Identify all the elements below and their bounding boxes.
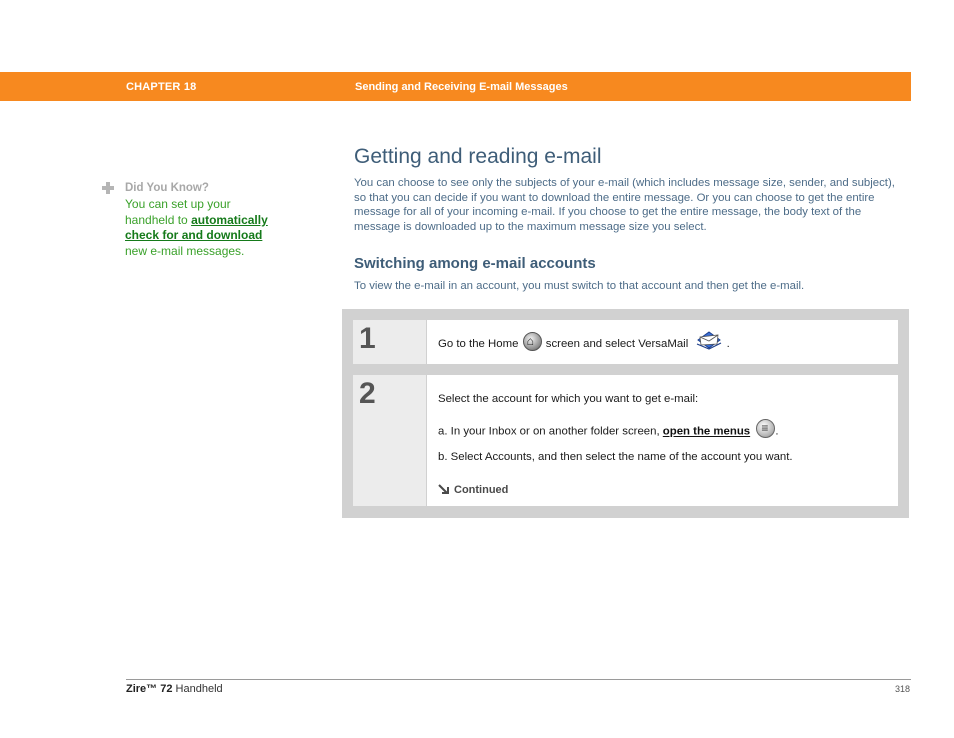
chapter-title: Sending and Receiving E-mail Messages (355, 81, 568, 93)
step-1-body (427, 320, 898, 364)
continued-label: Continued (454, 484, 509, 496)
footer-product-suffix: Handheld (175, 683, 223, 695)
section-text: To view the e-mail in an account, you must switch to that account and then get the e-mail. (354, 280, 805, 292)
step-2-item-b: b. Select Accounts, and then select the name of the account you want. (438, 451, 793, 463)
menu-icon (756, 419, 775, 438)
open-menus-link[interactable]: open the menus (662, 425, 751, 438)
footer-product-name: Zire™ 72 (126, 683, 173, 695)
page-number: 318 (894, 684, 910, 694)
chapter-header-bar (0, 72, 911, 101)
step-1-line (438, 334, 730, 354)
tip-heading: Did You Know? (125, 182, 209, 194)
footer-divider (126, 679, 911, 680)
arrow-down-right-icon (438, 483, 450, 495)
step-2-body (427, 375, 898, 506)
page-title: Getting and reading e-mail (354, 145, 602, 168)
section-heading: Switching among e-mail accounts (354, 255, 596, 272)
step-2-item-a (438, 422, 778, 441)
steps-box (342, 309, 909, 518)
tip-text-1: You can set up your handheld to (125, 196, 231, 227)
step-2-item-a-prefix: a. In your Inbox or on another folder screen, (438, 425, 660, 438)
step-1-text-middle: screen and select VersaMail (545, 338, 689, 351)
tip-text-2: new e-mail messages. (125, 244, 245, 259)
versamail-icon (695, 330, 723, 350)
footer-product (126, 683, 223, 695)
step-2-intro: Select the account for which you want to get e-mail: (438, 393, 699, 405)
plus-icon (101, 181, 115, 195)
home-icon (523, 332, 542, 351)
tip-link-auto-check[interactable]: automatically check for and download (125, 212, 268, 243)
intro-paragraph: You can choose to see only the subjects of your e-mail (which includes message size, sender, and subject), so that you can decide if you want to download the entire message. Or you can choose to get the entire message for all of your incoming e-mail. If you choose to get the entire message, the body text of the message is downloaded up to the maximum message size you select. (354, 177, 895, 233)
step-2-item-a-suffix: . (775, 425, 779, 438)
continued-indicator[interactable] (438, 483, 508, 496)
chapter-number: CHAPTER 18 (126, 81, 197, 93)
step-1-text-before: Go to the Home (438, 338, 519, 351)
step-number-1: 1 (353, 320, 426, 364)
step-number-2: 2 (353, 375, 426, 506)
did-you-know-tip (125, 181, 275, 260)
step-1-text-after: . (726, 338, 730, 351)
